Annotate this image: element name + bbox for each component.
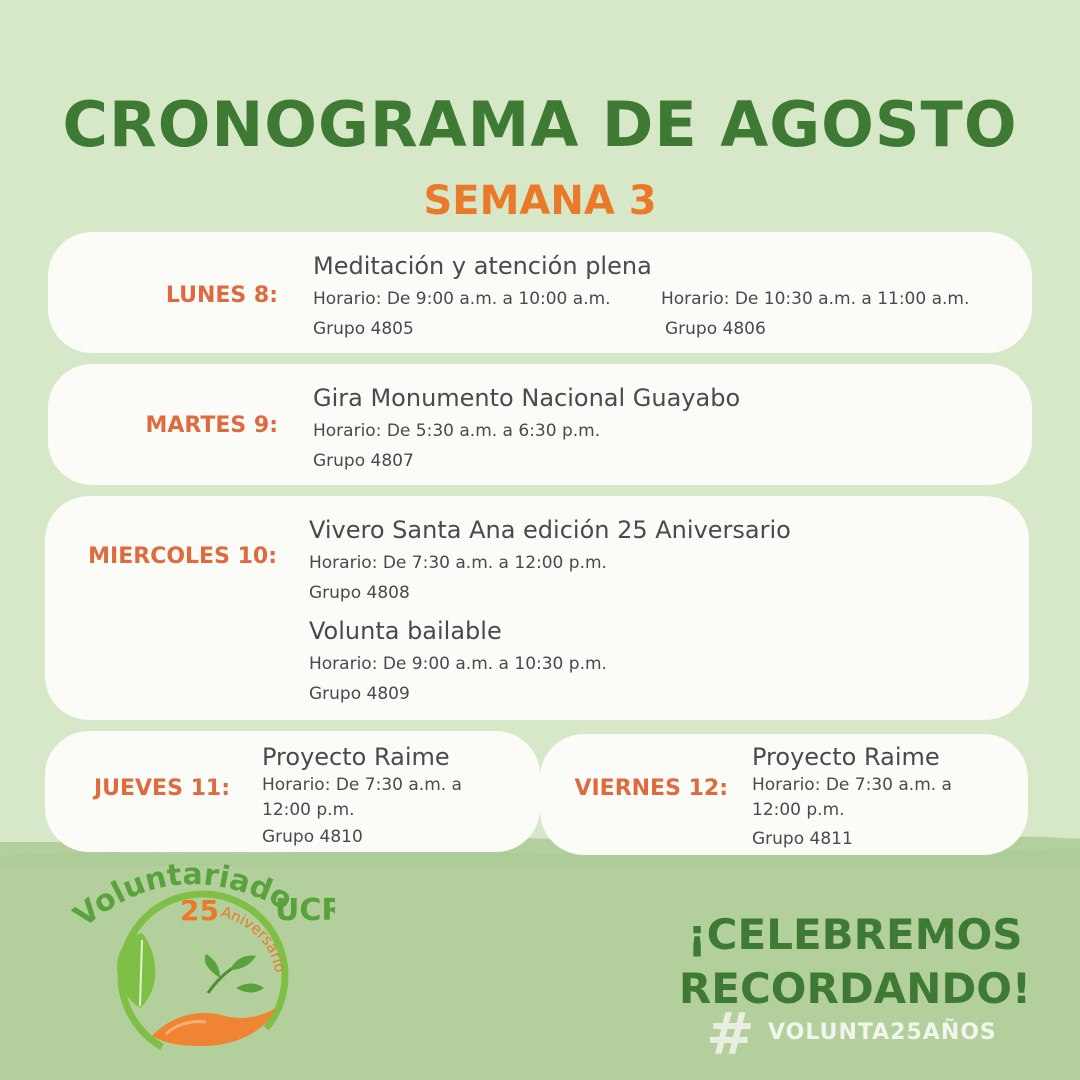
celebrate-line-1: ¡CELEBREMOS	[687, 910, 1023, 959]
event-schedule: Horario: De 9:00 a.m. a 10:00 a.m.	[313, 289, 611, 309]
event-group: Grupo 4811	[752, 829, 853, 849]
event-group: Grupo 4810	[262, 827, 363, 847]
event-title: Meditación y atención plena	[313, 252, 652, 280]
event-group: Grupo 4806	[665, 319, 766, 339]
day-label-wednesday: MIERCOLES 10:	[88, 544, 277, 569]
day-card-friday	[540, 734, 1028, 855]
event-title: Proyecto Raime	[752, 743, 940, 771]
day-card-wednesday	[45, 496, 1029, 720]
event-group: Grupo 4808	[309, 583, 410, 603]
page-title: CRONOGRAMA DE AGOSTO	[62, 88, 1018, 161]
event-group: Grupo 4807	[313, 451, 414, 471]
event-title: Proyecto Raime	[262, 743, 450, 771]
event-group: Grupo 4809	[309, 684, 410, 704]
hashtag-icon: #	[706, 1000, 755, 1068]
voluntariado-ucr-logo	[70, 858, 335, 1068]
event-schedule: Horario: De 9:00 a.m. a 10:30 p.m.	[309, 654, 607, 674]
day-label-friday: VIERNES 12:	[574, 776, 728, 801]
event-schedule: Horario: De 7:30 a.m. a 12:00 p.m.	[309, 553, 607, 573]
event-group: Grupo 4805	[313, 319, 414, 339]
event-title: Vivero Santa Ana edición 25 Aniversario	[309, 516, 791, 544]
event-schedule: Horario: De 7:30 a.m. a 12:00 p.m.	[262, 775, 462, 820]
logo-name: Voluntariado	[70, 858, 298, 935]
event-schedule: Horario: De 10:30 a.m. a 11:00 a.m.	[661, 289, 970, 309]
day-label-monday: LUNES 8:	[165, 283, 278, 308]
event-schedule: Horario: De 5:30 a.m. a 6:30 p.m.	[313, 421, 601, 441]
event-title: Volunta bailable	[309, 617, 502, 645]
hashtag-text: VOLUNTA25AÑOS	[768, 1020, 997, 1045]
day-card-monday	[48, 232, 1032, 353]
celebrate-line-2: RECORDANDO!	[678, 964, 1032, 1013]
logo-org: UCR	[275, 893, 335, 928]
day-label-tuesday: MARTES 9:	[145, 413, 278, 438]
page-subtitle: SEMANA 3	[423, 178, 657, 224]
event-title: Gira Monumento Nacional Guayabo	[313, 384, 741, 412]
day-label-thursday: JUEVES 11:	[93, 776, 230, 801]
day-card-tuesday	[48, 364, 1032, 485]
event-schedule: Horario: De 7:30 a.m. a 12:00 p.m.	[752, 775, 952, 820]
logo-tagline: Aniversario	[218, 902, 290, 974]
day-card-thursday	[45, 731, 540, 852]
logo-number: 25	[180, 894, 219, 927]
